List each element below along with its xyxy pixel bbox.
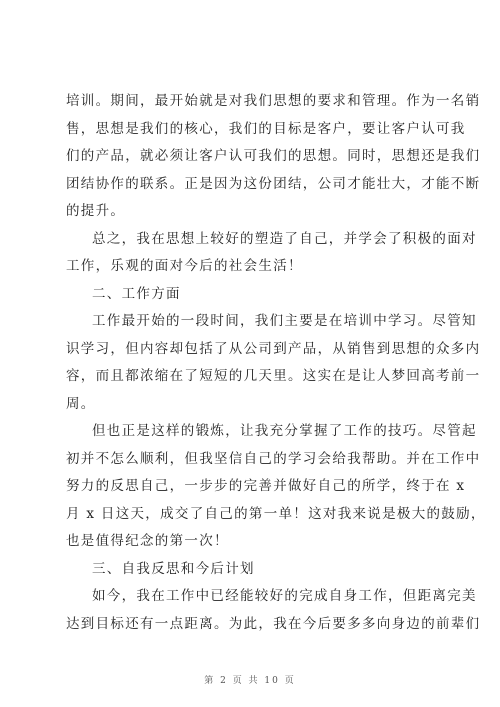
- text-line: 周。: [66, 395, 96, 412]
- paragraph-start-line: 如今，我在工作中已经能较好的完成自身工作，但距离完美: [92, 588, 477, 604]
- paragraph-start-line: 总之，我在思想上较好的塑造了自己，并学会了积极的面对: [92, 230, 477, 247]
- text-line: 初并不怎么顺利，但我坚信自己的学习会给我帮助。并在工作中: [66, 450, 481, 467]
- text-line: 也是值得纪念的第一次！: [66, 533, 229, 549]
- text-line: 识学习，但内容却包括了从公司到产品，从销售到思想的众多内: [66, 340, 481, 357]
- text-line: 们的产品，就必须让客户认可我们的思想。同时，思想还是我们: [66, 148, 481, 164]
- text-line: 工作，乐观的面对今后的社会生活！: [66, 258, 303, 274]
- text-line: 月 x 日这天，成交了自己的第一单！这对我来说是极大的鼓励，: [66, 505, 486, 522]
- text-line: 培训。期间，最开始就是对我们思想的要求和管理。作为一名销: [66, 93, 481, 109]
- section-heading-work: 二、工作方面: [92, 285, 181, 302]
- document-body: [66, 88, 486, 638]
- paragraph-start-line: 但也正是这样的锻炼，让我充分掌握了工作的技巧。尽管起: [92, 423, 477, 439]
- text-line: 努力的反思自己，一步步的完善并做好自己的所学，终于在 x: [66, 478, 466, 494]
- text-line: 团结协作的联系。正是因为这份团结，公司才能壮大，才能不断: [66, 175, 481, 192]
- text-line: 达到目标还有一点距离。为此，我在今后要多多向身边的前辈们: [66, 615, 481, 632]
- text-line: 容，而且都浓缩在了短短的几天里。这实在是让人梦回高考前一: [66, 368, 481, 384]
- page-number-footer: 第 2 页 共 10 页: [204, 676, 296, 686]
- paragraph-start-line: 工作最开始的一段时间，我们主要是在培训中学习。尽管知: [92, 313, 477, 329]
- section-heading-reflection: 三、自我反思和今后计划: [92, 560, 255, 577]
- text-line: 售，思想是我们的核心，我们的目标是客户，要让客户认可我: [66, 120, 466, 137]
- text-line: 的提升。: [66, 203, 126, 219]
